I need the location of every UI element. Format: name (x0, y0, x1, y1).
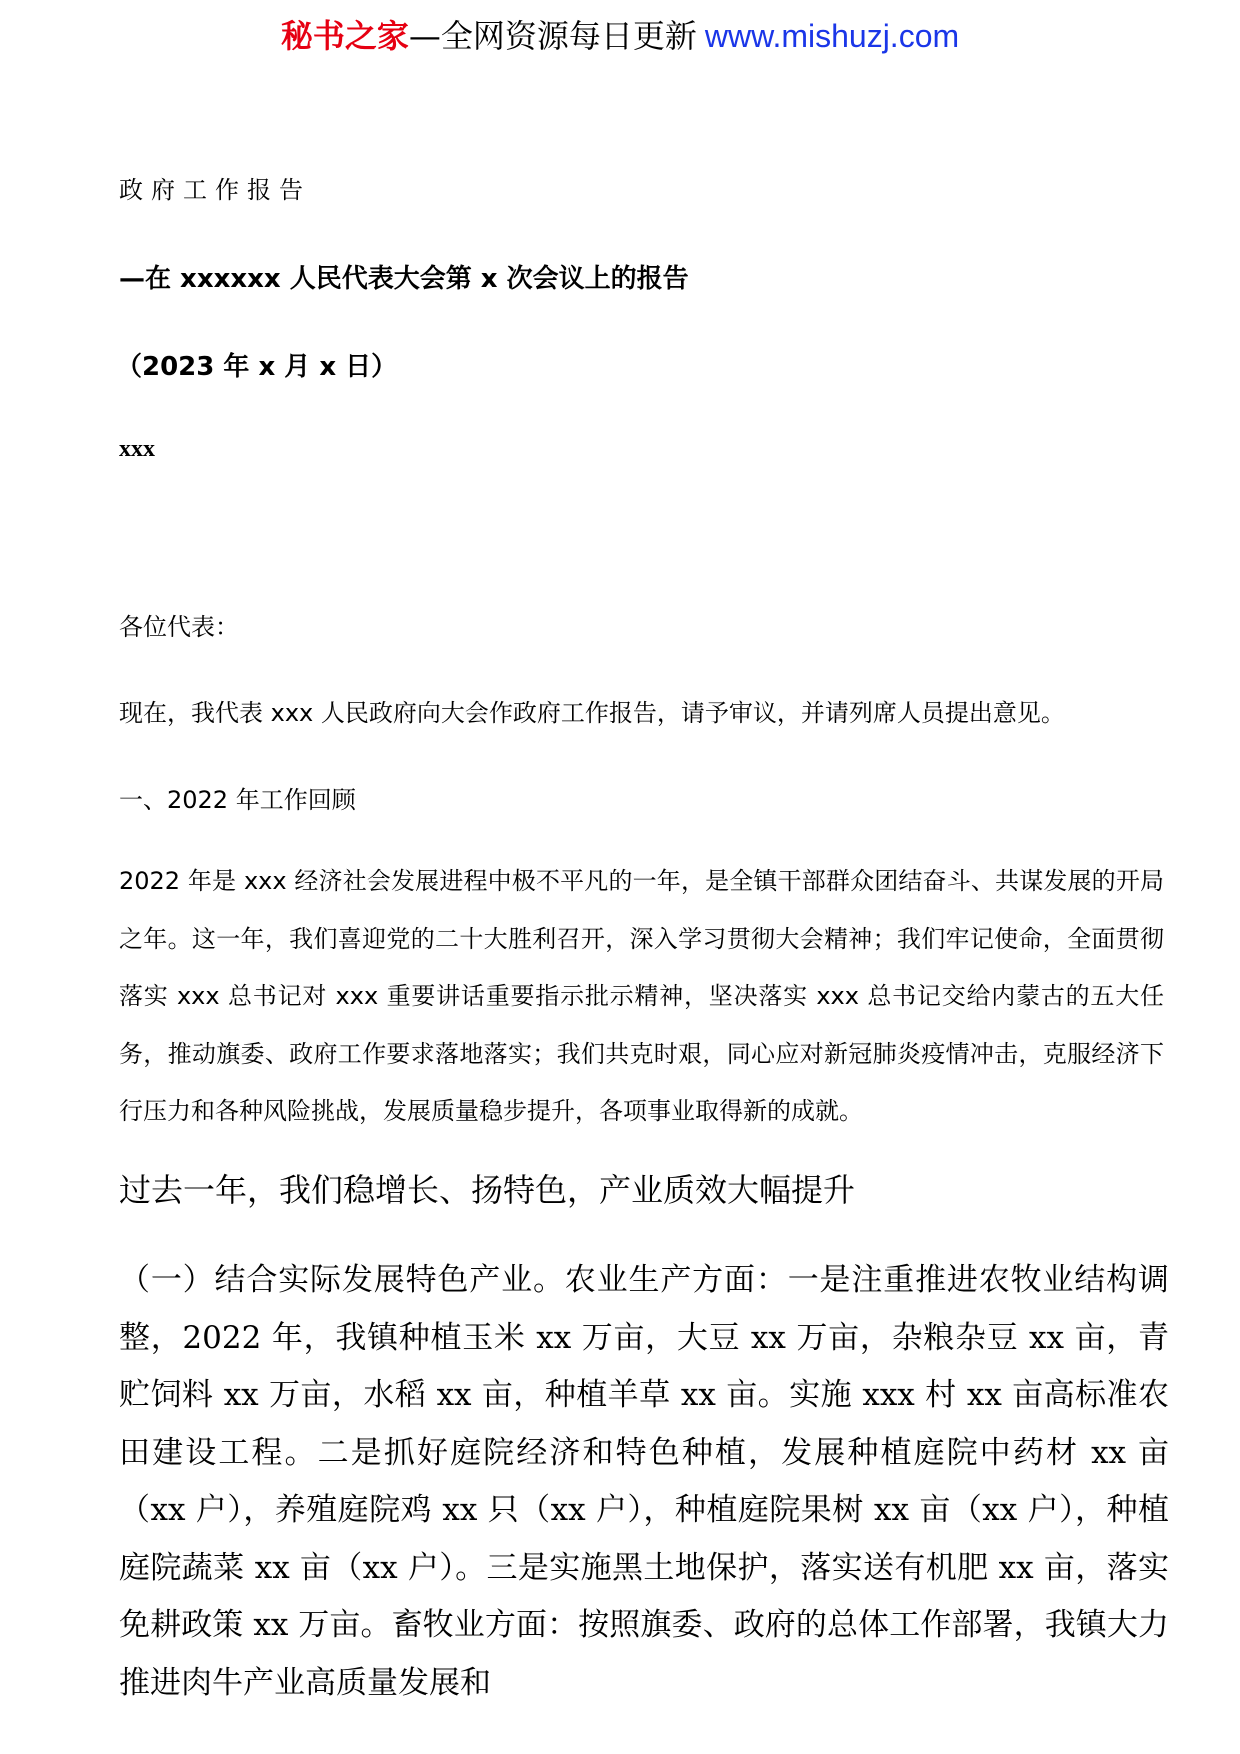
brand-name: 秘书之家 (280, 17, 409, 55)
document-author: xxx (119, 436, 155, 462)
header-tagline: —全网资源每日更新 (408, 17, 697, 55)
paragraph-2022-overview: 2022 年是 xxx 经济社会发展进程中极不平凡的一年，是全镇干部群众团结奋斗、共谋发展的开局之年。这一年，我们喜迎党的二十大胜利召开，深入学习贯彻大会精神；我们牢记使命，全面贯彻落实 xxx 总书记对 xxx 重要讲话重要指示批示精神，坚决落实 xxx 总书记交给内蒙古的五大任务，推动旗委、政府工作要求落地落实；我们共克时艰，同心应对新冠肺炎疫情冲击，克服经济下行压力和各种风险挑战，发展质量稳步提升，各项事业取得新的成就。 (119, 867, 1164, 1125)
intro-paragraph: 现在，我代表 xxx 人民政府向大会作政府工作报告，请予审议，并请列席人员提出意见。 (119, 699, 1065, 727)
site-header (0, 14, 1240, 58)
heading-past-year: 过去一年，我们稳增长、扬特色，产业质效大幅提升 (119, 1171, 856, 1209)
site-url[interactable]: www.mishuzj.com (704, 18, 960, 54)
greeting: 各位代表： (119, 613, 239, 641)
document-date: （2023 年 x 月 x 日） (116, 352, 398, 382)
paragraph-industry: （一）结合实际发展特色产业。农业生产方面：一是注重推进农牧业结构调整，2022 年，我镇种植玉米 xx 万亩，大豆 xx 万亩，杂粮杂豆 xx 亩，青贮饲料 xx 万亩，水稻 xx 亩，种植羊草 xx 亩。实施 xxx 村 xx 亩高标准农田建设工程。二是抓好庭院经济和特色种植，发展种植庭院中药材 xx 亩（xx 户），养殖庭院鸡 xx 只（xx 户），种植庭院果树 xx 亩（xx 户），种植庭院蔬菜 xx 亩（xx 户）。三是实施黑土地保护，落实送有机肥 xx 亩，落实免耕政策 xx 万亩。畜牧业方面：按照旗委、政府的总体工作部署，我镇大力推进肉牛产业高质量发展和 (119, 1262, 1169, 1701)
document-title: 政府工作报告 (119, 176, 311, 204)
document-subtitle: —在 xxxxxx 人民代表大会第 x 次会议上的报告 (119, 264, 689, 294)
section-heading-review: 一、2022 年工作回顾 (119, 786, 356, 814)
